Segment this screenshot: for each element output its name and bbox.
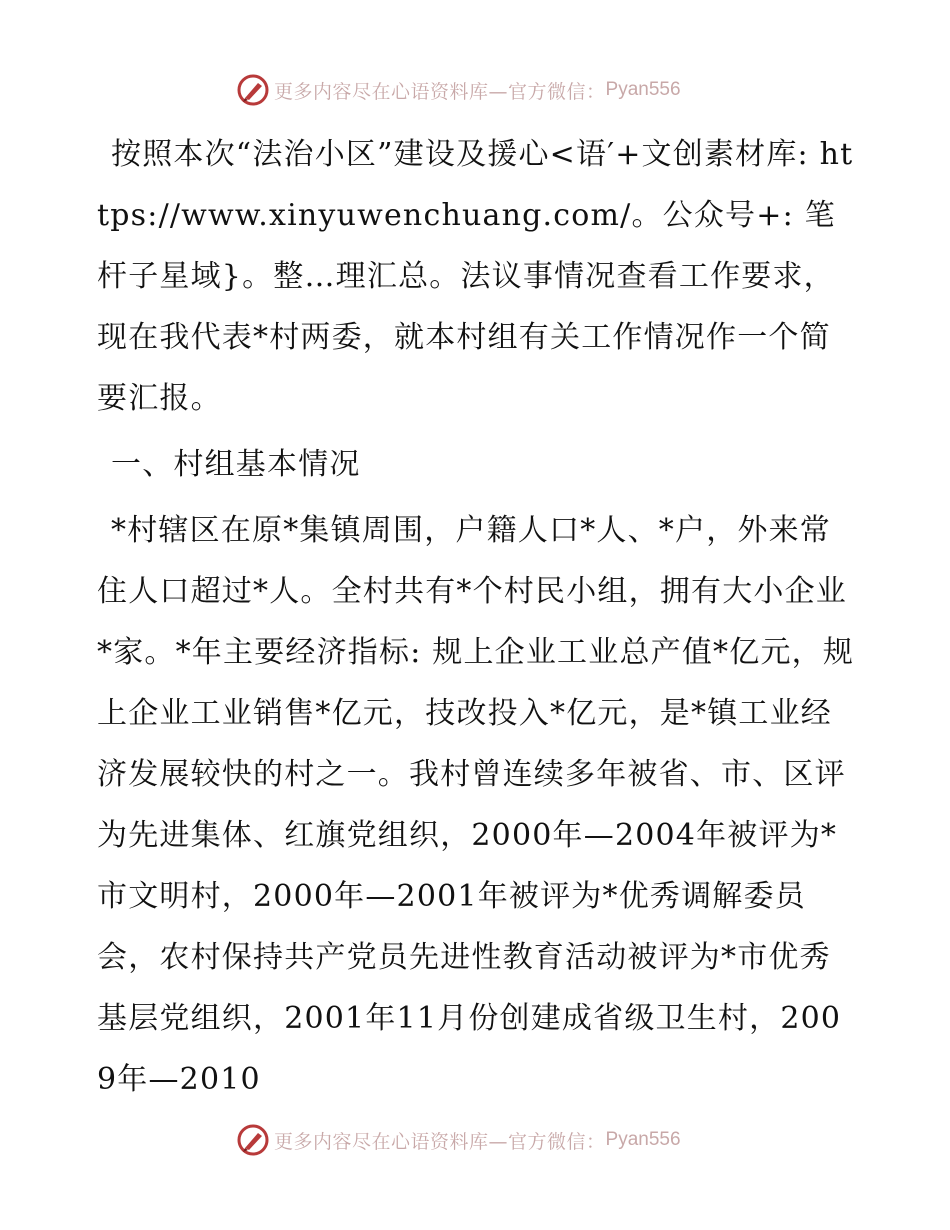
document-body [97, 124, 857, 1110]
footer-banner [236, 1122, 681, 1158]
body-paragraph: *村辖区在原*集镇周围，户籍人口*人、*户，外来常住人口超过*人。全村共有*个村民小组，拥有大小企业*家。*年主要经济指标: 规上企业工业总产值*亿元，规上企业工业销售*亿元，技改投入*亿元，是*镇工业经济发展较快的村之一。我村曾连续多年被省、市、区评为先进集体、红旗党组织，2000年—2004年被评为*市文明村，2000年—2001年被评为*优秀调解委员会，农村保持共产党员先进性教育活动被评为*市优秀基层党组织，2001年11月份创建成省级卫生村，2009年—2010 [97, 513, 855, 1097]
banner-wechat-handle: Pyan556 [605, 79, 681, 100]
header-banner [236, 72, 681, 108]
banner-text: 更多内容尽在心语资料库—官方微信： [274, 1130, 606, 1153]
pen-logo-icon [236, 1123, 270, 1157]
banner-wechat-handle: Pyan556 [605, 1129, 681, 1150]
intro-paragraph: 按照本次“法治小区”建设及援心<语′+文创素材库: https://www.xinyuwenchuang.com/。公众号+: 笔杆子星域}。整…理汇总。法议事情况查看工作要求，现在我代表*村两委，就本村组有关工作情况作一个简要汇报。 [97, 137, 854, 416]
pen-logo-icon [236, 73, 270, 107]
banner-text: 更多内容尽在心语资料库—官方微信： [274, 80, 606, 103]
section-heading: 一、村组基本情况 [111, 447, 361, 482]
